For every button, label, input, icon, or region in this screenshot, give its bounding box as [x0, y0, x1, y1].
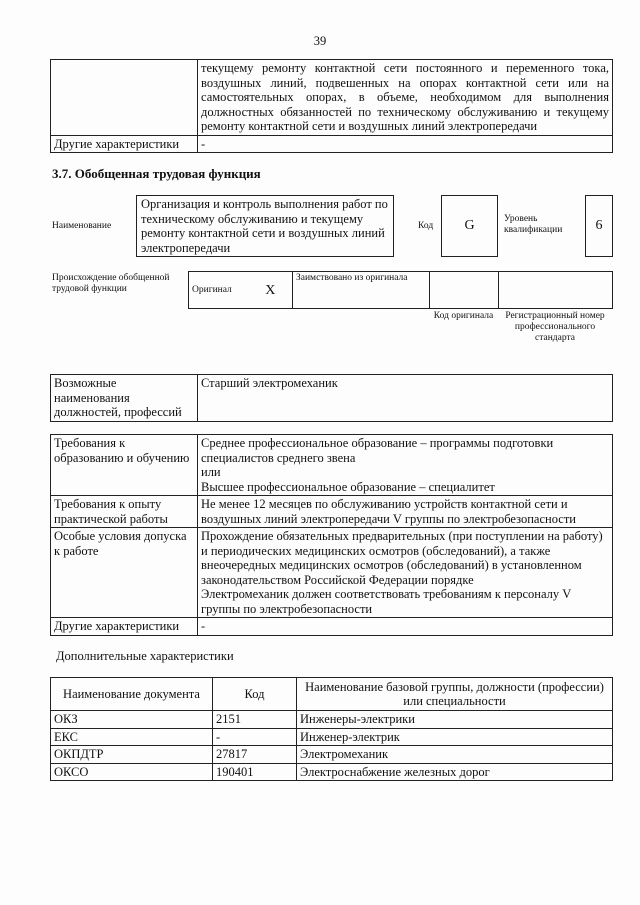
- table-row: [51, 435, 613, 496]
- origin-code-cell: [430, 272, 499, 309]
- continuation-text: текущему ремонту контактной сети постоянного и переменного тока, воздушных линий, подвешенных на опорах контактной сети или на самостоятельных опорах, в объеме, необходимом для выполнения должностных обязанностей по техническому обслуживанию и текущему ремонту контактной сети и воздушных линий электропередачи: [198, 60, 613, 136]
- table-row: [51, 496, 613, 528]
- origin-reg-cell: [499, 272, 613, 309]
- original-label: Оригинал: [189, 272, 249, 309]
- origin-table: [188, 271, 613, 309]
- req-line: или: [201, 465, 221, 479]
- level-value: 6: [585, 195, 613, 257]
- code-cell: -: [213, 728, 297, 746]
- positions-label: Возможные наименования должностей, профессий: [51, 375, 198, 422]
- req-value: [198, 528, 613, 618]
- section-title: 3.7. Обобщенная трудовая функция: [52, 166, 261, 181]
- reg-caption: Регистрационный номер профессионального стандарта: [505, 311, 605, 343]
- req-value: [198, 496, 613, 528]
- name-cell: Электромеханик: [297, 746, 613, 764]
- header-code: Код: [213, 678, 297, 711]
- table-row: [51, 375, 613, 422]
- table-row: [51, 728, 613, 746]
- req-line: Прохождение обязательных предварительных (при поступлении на работу) и периодических медицинских осмотров (обследований), а также внеочередных медицинских осмотров (обследований) в установленном законодательством Российской Федерации порядке: [201, 529, 603, 587]
- page-number: 39: [313, 34, 327, 48]
- table-row: [51, 618, 613, 636]
- name-cell: Инженеры-электрики: [297, 711, 613, 729]
- table-row: [51, 763, 613, 781]
- req-line: Высшее профессиональное образование – специалитет: [201, 479, 495, 494]
- requirements-table: [50, 434, 613, 636]
- borrowed-label: Заимствовано из оригинала: [293, 272, 430, 309]
- header-name: Наименование базовой группы, должности (профессии) или специальности: [297, 678, 613, 711]
- req-label: Особые условия допуска к работе: [51, 528, 198, 618]
- code-label: Код: [418, 221, 434, 231]
- additional-title: Дополнительные характеристики: [56, 649, 234, 663]
- table-header-row: [51, 678, 613, 711]
- positions-table: [50, 374, 613, 422]
- name-value: Организация и контроль выполнения работ по техническому обслуживанию и текущему ремонту контактной сети и воздушных линий электропередачи: [136, 195, 394, 257]
- code-cell: 190401: [213, 763, 297, 781]
- name-cell: Электроснабжение железных дорог: [297, 763, 613, 781]
- table-row: [189, 272, 613, 309]
- req-line: Среднее профессиональное образование – программы подготовки специалистов среднего звена: [201, 436, 554, 465]
- req-value: [198, 618, 613, 636]
- table-row: [51, 711, 613, 729]
- req-line: -: [201, 619, 206, 633]
- other-value: -: [198, 135, 613, 153]
- req-line: Электромеханик должен соответствовать требованиям к персоналу V группы по электробезопасности: [201, 587, 572, 616]
- original-mark: X: [249, 272, 293, 309]
- req-label: Требования к опыту практической работы: [51, 496, 198, 528]
- origin-label: Происхождение обобщенной трудовой функции: [52, 273, 170, 294]
- additional-table: [50, 677, 613, 781]
- code-value: G: [441, 195, 498, 257]
- code-cell: 27817: [213, 746, 297, 764]
- doc-cell: ОКПДТР: [51, 746, 213, 764]
- doc-cell: ОКСО: [51, 763, 213, 781]
- name-label: Наименование: [52, 221, 112, 231]
- table-row: [51, 135, 613, 153]
- req-label: Другие характеристики: [51, 618, 198, 636]
- header-doc: Наименование документа: [51, 678, 213, 711]
- req-line: Не менее 12 месяцев по обслуживанию устройств контактной сети и воздушных линий электропередачи V группы по электробезопасности: [201, 497, 576, 526]
- doc-cell: ЕКС: [51, 728, 213, 746]
- req-label: Требования к образованию и обучению: [51, 435, 198, 496]
- other-label: Другие характеристики: [51, 135, 198, 153]
- level-label: Уровень квалификации: [504, 214, 563, 235]
- positions-value: Старший электромеханик: [198, 375, 613, 422]
- empty-cell: [51, 60, 198, 136]
- table-row: [51, 528, 613, 618]
- table-row: [51, 746, 613, 764]
- code-caption: Код оригинала: [433, 311, 494, 321]
- table-row: [51, 60, 613, 136]
- top-table: [50, 59, 613, 153]
- name-cell: Инженер-электрик: [297, 728, 613, 746]
- doc-cell: ОКЗ: [51, 711, 213, 729]
- req-value: [198, 435, 613, 496]
- code-cell: 2151: [213, 711, 297, 729]
